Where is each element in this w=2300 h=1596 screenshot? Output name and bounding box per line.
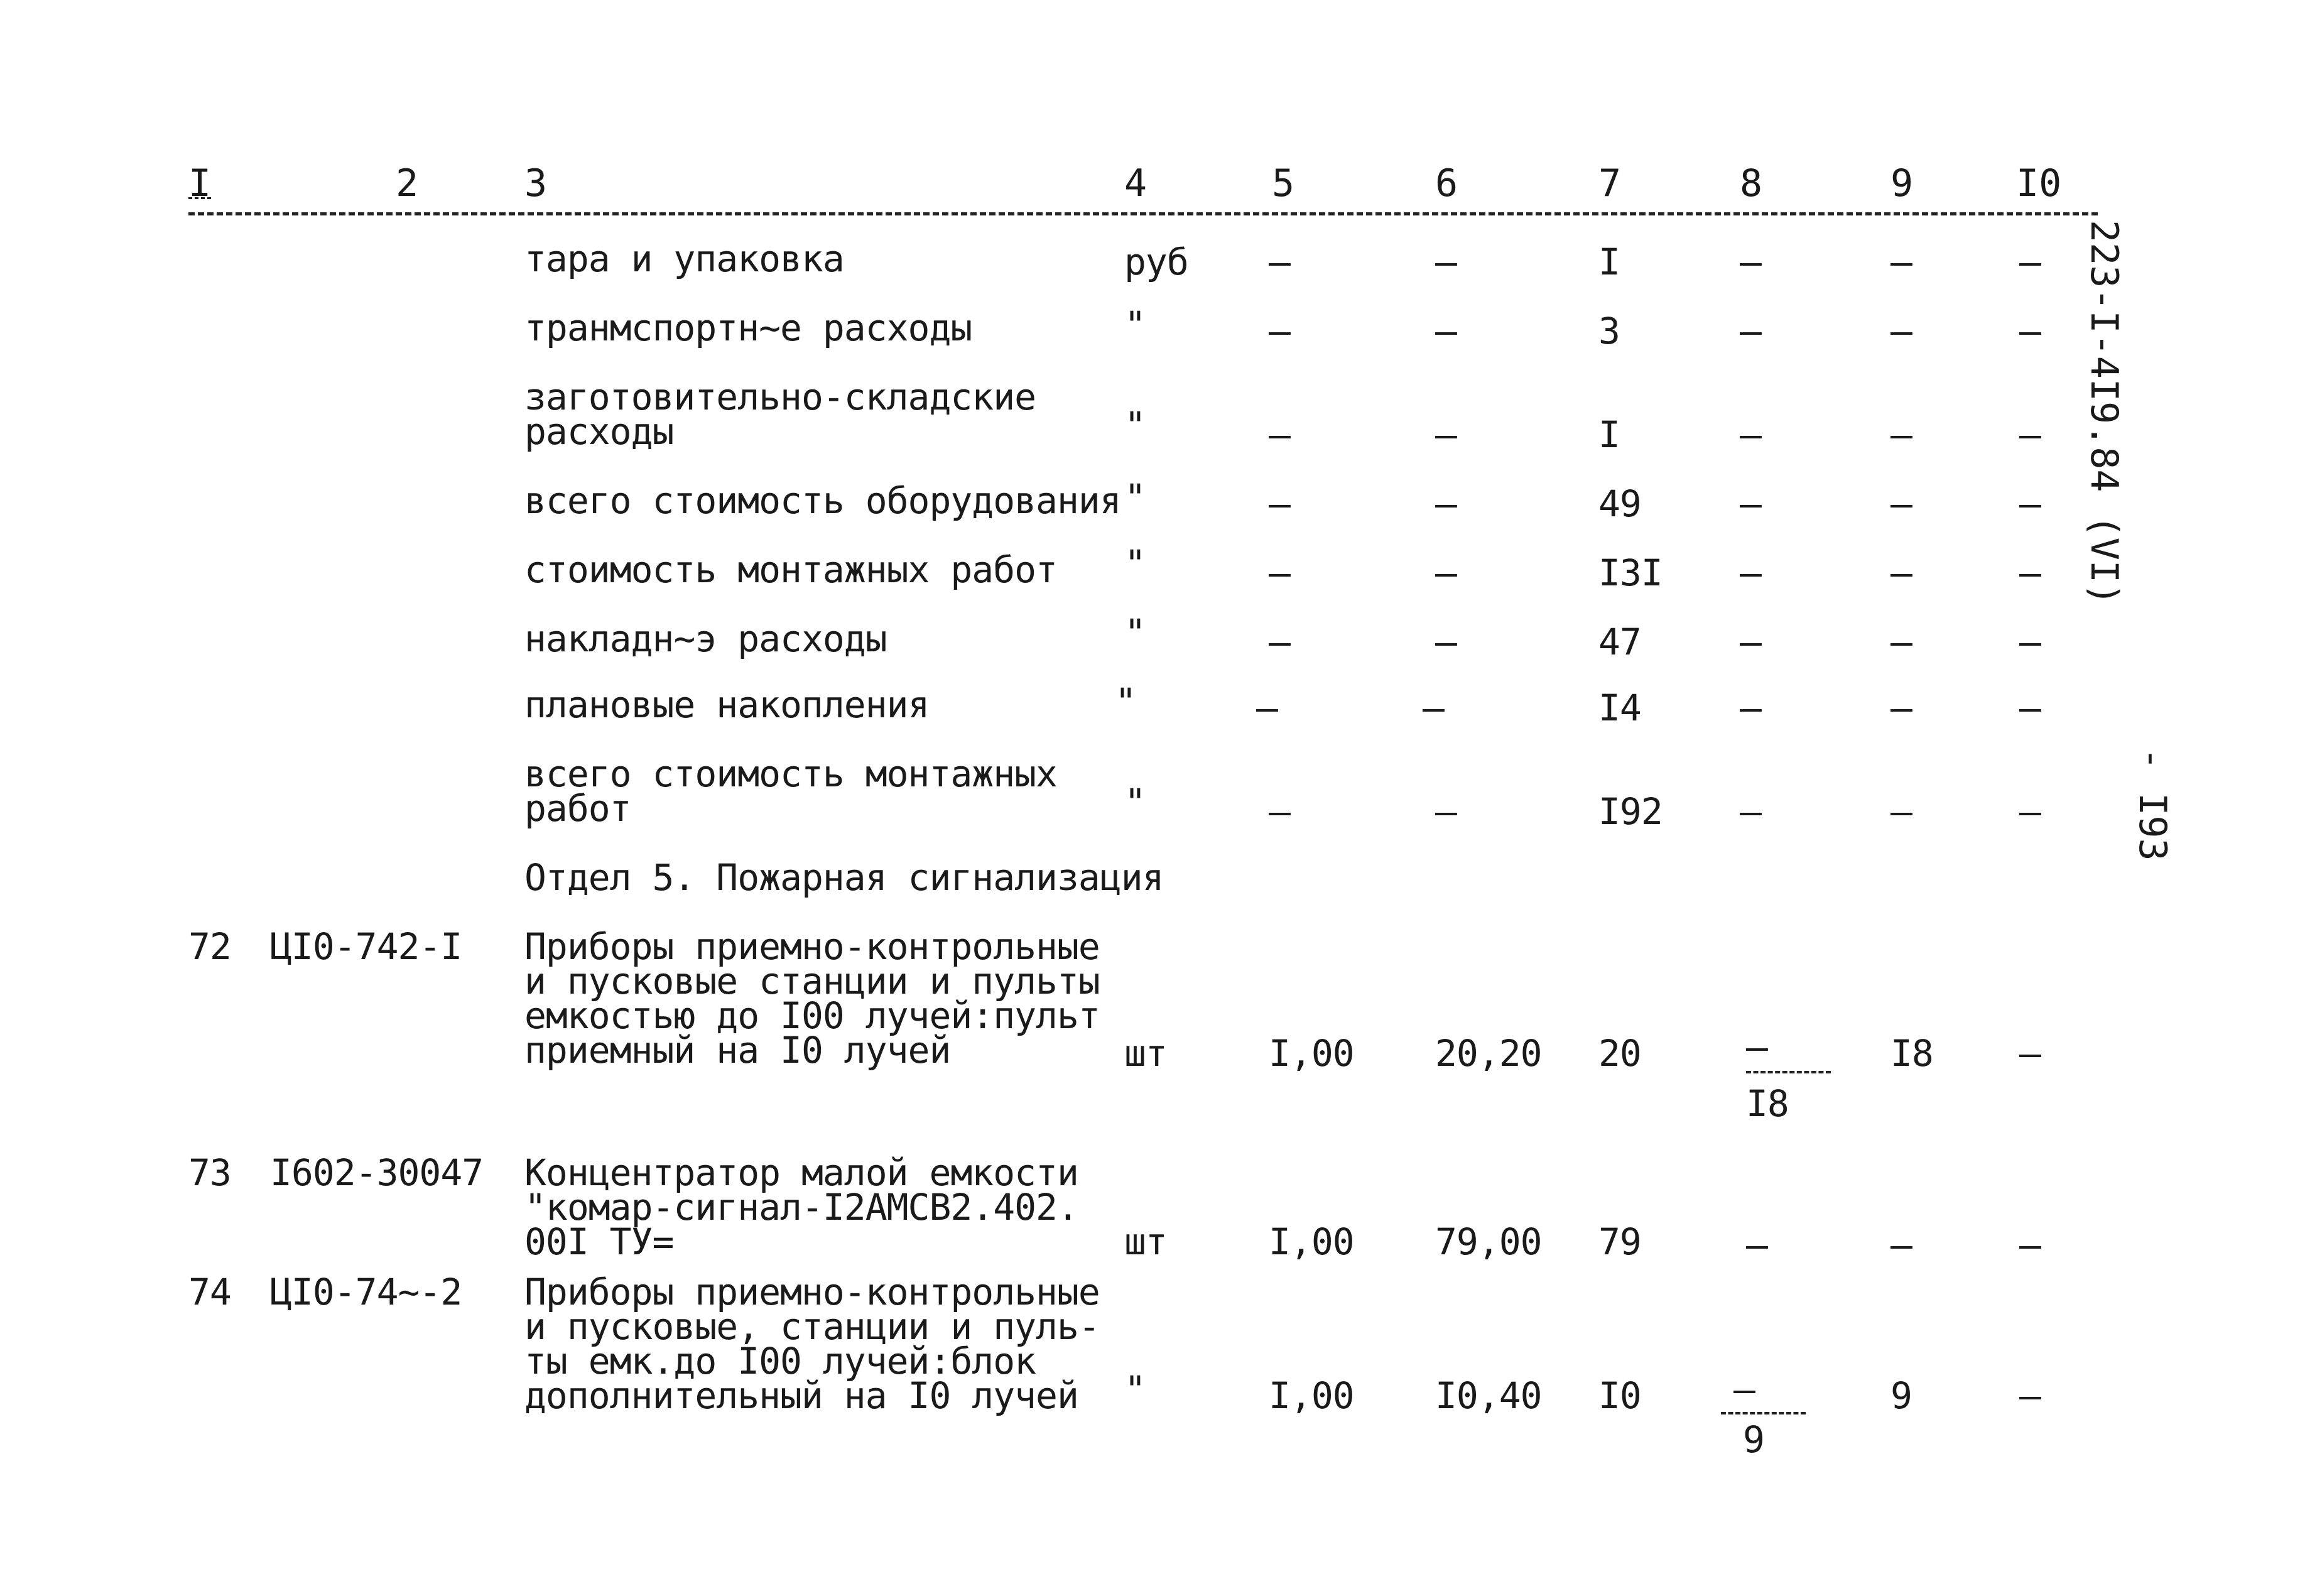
item-code: ЦI0-74~-2	[270, 1271, 462, 1313]
item-col7: I0	[1598, 1374, 1641, 1417]
row-name-line1: всего стоимость монтажных	[524, 752, 1057, 795]
row-name: тара и упаковка	[524, 237, 844, 280]
row-col6: –	[1435, 482, 1456, 525]
row-col6: –	[1423, 687, 1444, 729]
row-col9: –	[1890, 241, 1912, 283]
row-col6: –	[1435, 621, 1456, 663]
row-col10: –	[2019, 310, 2041, 352]
item-col10: –	[2019, 1032, 2041, 1075]
fraction-line	[1721, 1412, 1806, 1414]
item-unit: шт	[1124, 1032, 1167, 1075]
row-name-line1: заготовительно-складские	[524, 376, 1036, 418]
row-col7: I	[1598, 241, 1620, 283]
row-col7: I3I	[1598, 551, 1663, 594]
row-col5: –	[1269, 310, 1290, 352]
item-col7: 20	[1598, 1032, 1641, 1075]
document-code: 223-I-4I9.84 (VI)	[2082, 220, 2126, 606]
item-name-line1: Приборы приемно-контрольные	[524, 925, 1100, 968]
row-col8: –	[1740, 551, 1761, 594]
row-col8: –	[1740, 790, 1761, 833]
row-col8: –	[1740, 310, 1761, 352]
item-name-line1: Приборы приемно-контрольные	[524, 1271, 1100, 1313]
row-col7: I4	[1598, 687, 1641, 729]
row-col8: –	[1740, 413, 1761, 456]
item-col8: –	[1746, 1224, 1767, 1266]
row-col8: –	[1740, 687, 1761, 729]
item-col9: –	[1890, 1224, 1912, 1266]
row-col9: –	[1890, 687, 1912, 729]
row-col5: –	[1269, 621, 1290, 663]
item-name-line3: емкостью до I00 лучей:пульт	[524, 994, 1100, 1037]
fraction-line	[1746, 1071, 1831, 1073]
item-col8-bottom: I8	[1746, 1082, 1789, 1125]
item-name-line1: Концентратор малой емкости	[524, 1151, 1078, 1194]
item-col8-top: –	[1733, 1368, 1755, 1411]
item-name-line3: ты емк.до I00 лучей:блок	[524, 1340, 1036, 1382]
row-col10: –	[2019, 621, 2041, 663]
row-col5: –	[1269, 241, 1290, 283]
header-col-1: I	[188, 161, 212, 205]
row-unit: руб	[1124, 241, 1188, 283]
row-unit: "	[1124, 303, 1146, 346]
row-col5: –	[1256, 687, 1277, 729]
item-col10: –	[2019, 1374, 2041, 1417]
item-name-line4: дополнительный на I0 лучей	[524, 1374, 1078, 1417]
header-rule	[188, 212, 2098, 215]
header-col-4: 4	[1124, 161, 1147, 205]
row-col10: –	[2019, 241, 2041, 283]
item-code: ЦI0-742-I	[270, 925, 462, 968]
header-col-7: 7	[1598, 161, 1622, 205]
row-col8: –	[1740, 621, 1761, 663]
header-col-9: 9	[1890, 161, 1914, 205]
row-col9: –	[1890, 413, 1912, 456]
row-unit: "	[1115, 680, 1136, 723]
item-col6: 79,00	[1435, 1220, 1542, 1263]
item-col9: 9	[1890, 1374, 1912, 1417]
row-col9: –	[1890, 790, 1912, 833]
row-col5: –	[1269, 551, 1290, 594]
row-col7: I92	[1598, 790, 1663, 833]
item-col6: I0,40	[1435, 1374, 1542, 1417]
row-col9: –	[1890, 551, 1912, 594]
row-name: транмспортн~е расходы	[524, 307, 972, 349]
item-name-line2: и пусковые станции и пульты	[524, 960, 1100, 1002]
row-col7: 47	[1598, 621, 1641, 663]
row-unit: "	[1124, 404, 1146, 447]
section-title: Отдел 5. Пожарная сигнализация	[524, 856, 1164, 899]
item-name-line3: 00I ТУ=	[524, 1220, 674, 1263]
item-col5: I,00	[1269, 1374, 1354, 1417]
header-col-6: 6	[1435, 161, 1458, 205]
item-number: 73	[188, 1151, 231, 1194]
row-col9: –	[1890, 310, 1912, 352]
item-name-line2: и пусковые, станции и пуль-	[524, 1305, 1100, 1348]
row-col5: –	[1269, 790, 1290, 833]
row-col6: –	[1435, 413, 1456, 456]
row-name: накладн~э расходы	[524, 617, 887, 660]
item-col9: I8	[1890, 1032, 1933, 1075]
row-col7: I	[1598, 413, 1620, 456]
item-unit: шт	[1124, 1220, 1167, 1263]
item-col6: 20,20	[1435, 1032, 1542, 1075]
row-name: стоимость монтажных работ	[524, 548, 1057, 591]
item-col7: 79	[1598, 1220, 1641, 1263]
item-col8-bottom: 9	[1743, 1418, 1764, 1461]
page-number: - I93	[2130, 747, 2174, 861]
row-col8: –	[1740, 241, 1761, 283]
item-code: I602-30047	[270, 1151, 484, 1194]
item-col10: –	[2019, 1224, 2041, 1266]
row-col10: –	[2019, 482, 2041, 525]
item-col5: I,00	[1269, 1032, 1354, 1075]
row-col5: –	[1269, 413, 1290, 456]
row-col7: 3	[1598, 310, 1620, 352]
row-col6: –	[1435, 241, 1456, 283]
row-unit: "	[1124, 611, 1146, 654]
item-name-line4: приемный на I0 лучей	[524, 1029, 951, 1072]
item-name-line2: "комар-сигнал-I2АМСВ2.402.	[524, 1186, 1078, 1229]
item-unit: "	[1124, 1368, 1146, 1411]
row-col6: –	[1435, 310, 1456, 352]
row-col5: –	[1269, 482, 1290, 525]
row-name-line2: работ	[524, 787, 631, 830]
row-col10: –	[2019, 687, 2041, 729]
header-col-2: 2	[396, 161, 419, 205]
row-col10: –	[2019, 790, 2041, 833]
row-col9: –	[1890, 621, 1912, 663]
header-col-3: 3	[524, 161, 548, 205]
header-col-10: I0	[2016, 161, 2062, 205]
item-col5: I,00	[1269, 1220, 1354, 1263]
row-unit: "	[1124, 542, 1146, 585]
row-unit: "	[1124, 781, 1146, 823]
item-number: 74	[188, 1271, 231, 1313]
row-name: всего стоимость оборудования	[524, 479, 1121, 522]
row-col6: –	[1435, 551, 1456, 594]
row-col9: –	[1890, 482, 1912, 525]
row-col10: –	[2019, 413, 2041, 456]
row-name: плановые накопления	[524, 683, 930, 726]
item-number: 72	[188, 925, 231, 968]
header-col-5: 5	[1272, 161, 1295, 205]
row-col8: –	[1740, 482, 1761, 525]
row-col6: –	[1435, 790, 1456, 833]
item-col8-top: –	[1746, 1026, 1767, 1068]
row-col7: 49	[1598, 482, 1641, 525]
row-name-line2: расходы	[524, 410, 674, 453]
row-col10: –	[2019, 551, 2041, 594]
header-col-8: 8	[1740, 161, 1763, 205]
row-unit: "	[1124, 476, 1146, 519]
